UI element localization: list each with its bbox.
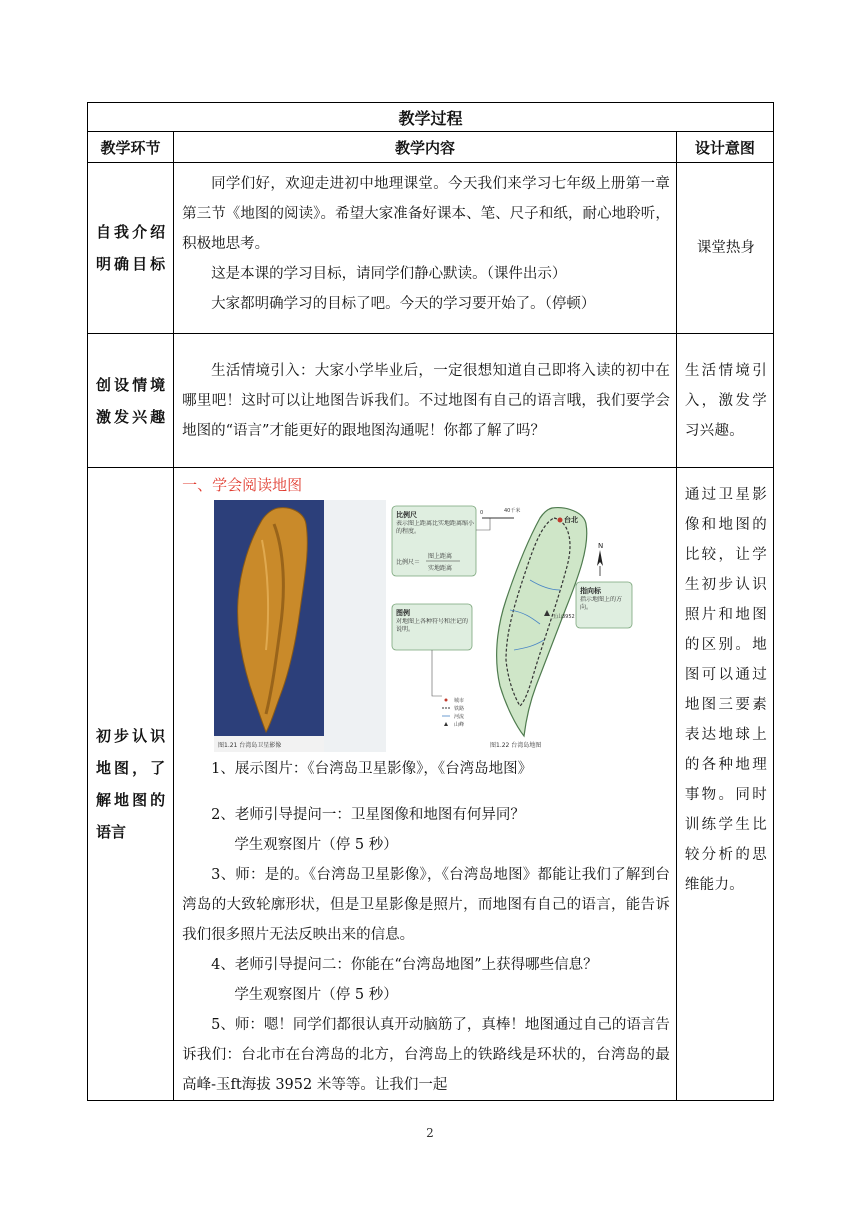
stage-line: 地图，了 <box>96 759 166 777</box>
header-stage: 教学环节 <box>88 132 174 163</box>
stage-line: 解地图的 <box>96 791 166 809</box>
stage-line: 激发兴趣 <box>96 407 166 426</box>
table-row-map <box>88 468 774 1101</box>
content-cell-intro <box>174 163 677 334</box>
content-paragraph: 这是本课的学习目标，请同学们静心默读。（课件出示） <box>211 266 567 282</box>
content-paragraph: 学生观察图片（停 5 秒） <box>234 837 398 853</box>
content-paragraph: 大家都明确学习的目标了吧。今天的学习要开始了。（停顿） <box>211 296 596 312</box>
city-marker <box>558 518 563 523</box>
content-cell-map <box>174 468 677 1101</box>
content-paragraph: 2、老师引导提问一：卫星图像和地图有何异同？ <box>211 807 525 823</box>
lesson-process-table <box>87 102 774 1101</box>
compass-box-desc: 指示地图上的方向。 <box>580 596 623 611</box>
taiwan-figure-svg <box>214 500 638 752</box>
stage-line: 初步认识 <box>96 727 166 745</box>
content-paragraph: 学生观察图片（停 5 秒） <box>234 987 398 1003</box>
stage-line: 自我介绍 <box>96 223 166 241</box>
compass-box-title: 指向标 <box>580 587 602 595</box>
table-row-intro <box>88 163 774 334</box>
content-paragraph: 3、师：是的。《台湾岛卫星影像》，《台湾岛地图》都能让我们了解到台湾岛的大致轮廓形状，但是卫星影像是照片，而地图有自己的语言，能告诉我们很多照片无法反映出来的信息。 <box>182 867 670 943</box>
content-paragraph: 同学们好，欢迎走进初中地理课堂。今天我们来学习七年级上册第一章第三节《地图的阅读》。希望大家准备好课本、笔、尺子和纸，耐心地聆听，积极地思考。 <box>182 176 670 252</box>
scale-denominator: 实地距离 <box>428 565 453 572</box>
page-number: 2 <box>426 1126 434 1140</box>
intent-text-map: 通过卫星影像和地图的比较，让学生初步认识照片和地图的区别。地图可以通过地图三要素表达地球上的各种地理事物。同时训练学生比较分析的思维能力。 <box>684 487 767 893</box>
scale-box-desc: 表示图上距离比实地距离缩小的程度。 <box>396 520 475 535</box>
legend-item-river: 河流 <box>454 714 465 720</box>
scale-formula-label: 比例尺＝ <box>396 559 421 566</box>
stage-cell-intro <box>88 163 174 334</box>
section-heading: 一、学会阅读地图 <box>182 476 303 494</box>
legend-box-desc: 对地图上各种符号和注记的说明。 <box>396 618 469 633</box>
content-cell-scene <box>174 334 677 468</box>
scale-box-title: 比例尺 <box>396 511 418 519</box>
content-paragraph: 5、师：嗯！同学们都很认真开动脑筋了，真棒！地图通过自己的语言告诉我们：台北市在台湾岛的北方，台湾岛上的铁路线是环状的，台湾岛的最高峰-玉ft海拔 3952 米等等。让我们一起 <box>182 1017 670 1093</box>
left-caption: 图1.21 台湾岛卫星影像 <box>218 742 282 749</box>
mountain-label: 玉山3952 <box>552 614 575 620</box>
legend-item-peak: 山峰 <box>454 722 465 728</box>
satellite-side-gradient <box>324 500 386 752</box>
scale-bar-label: 40千米 <box>504 508 521 514</box>
scale-numerator: 图上距离 <box>428 553 453 560</box>
header-intent: 设计意图 <box>676 132 773 163</box>
content-paragraph: 生活情境引入：大家小学毕业后，一定很想知道自己即将入读的初中在哪里吧！这时可以让地图告诉我们。不过地图有自己的语言哦，我们要学会地图的“语言”才能更好的跟地图沟通呢！你都了解了吗？ <box>182 362 670 439</box>
table-row-scene <box>88 334 774 468</box>
table-title: 教学过程 <box>88 103 774 132</box>
intent-cell-scene: 生活情境引入，激发学习兴趣。 <box>676 334 773 468</box>
stage-line: 创设情境 <box>96 375 166 394</box>
city-label: 台北 <box>564 516 579 524</box>
legend-box-title: 图例 <box>396 609 411 617</box>
map-legend <box>445 699 448 702</box>
taiwan-figure <box>214 500 638 752</box>
intent-cell-map <box>676 468 773 1101</box>
intent-cell-intro: 课堂热身 <box>676 163 773 334</box>
compass-letter: N <box>598 542 604 550</box>
legend-item-rail: 铁路 <box>454 706 465 712</box>
stage-line: 语言 <box>96 823 127 841</box>
scale-zero: 0 <box>480 510 484 516</box>
stage-cell-map <box>88 468 174 1101</box>
stage-line: 明确目标 <box>96 255 166 273</box>
right-caption: 图1.22 台湾岛地图 <box>490 742 542 749</box>
legend-item-city: 城市 <box>454 698 465 704</box>
content-paragraph: 1、展示图片：《台湾岛卫星影像》，《台湾岛地图》 <box>211 761 533 777</box>
stage-cell-scene <box>88 334 174 468</box>
header-content: 教学内容 <box>174 132 677 163</box>
content-paragraph: 4、老师引导提问二：你能在“台湾岛地图”上获得哪些信息？ <box>211 957 598 973</box>
